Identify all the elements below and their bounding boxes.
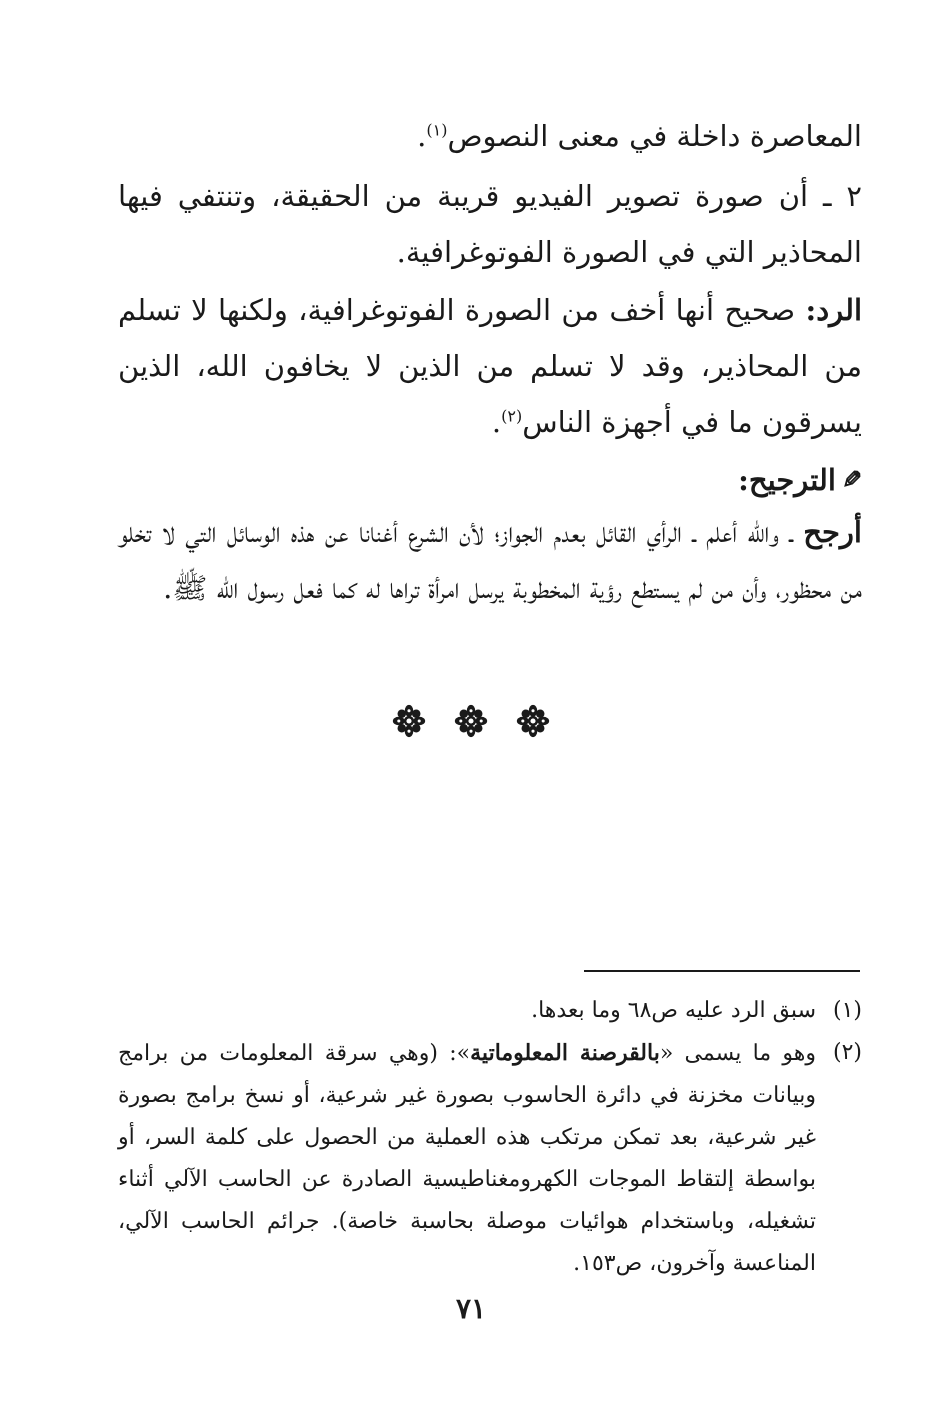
paragraph-tail: . [417,119,427,153]
paragraph-continuation [118,108,862,164]
paragraph-preference [118,504,862,616]
section-divider-ornaments [0,704,942,738]
footnotes [118,990,862,1285]
page-number: ٧١ [455,1292,487,1325]
footnote-text [118,1032,816,1285]
paragraph-text: ـ والله أعلم ـ الرأي القائل بعدم الجواز؛ لأن الشرع أغنانا عن هذه الوسائل التي لا تخلو من محظور، وأن من لم يستطع رؤية المخطوبة يرسل امرأة تراها له كما فعل رسول الله ﷺ. [118,515,862,605]
pen-icon: ✎ [841,465,862,494]
section-heading [118,452,862,508]
star-flower-ornament-icon [516,704,550,738]
paragraph-tail: . [491,405,502,439]
footnote-number: (٢) [832,1040,862,1065]
preference-label: أرجح [803,515,862,549]
star-flower-ornament-icon [392,704,426,738]
response-label: الرد: [805,293,862,327]
footnote-text: سبق الرد عليه ص٦٨ وما بعدها. [531,998,816,1023]
paragraph-text: ٢ ـ أن صورة تصوير الفيديو قريبة من الحقيقة، وتنتفي فيها المحاذير التي في الصورة الفوتوغرافية. [118,179,862,269]
footnote-ref-1[interactable]: (١) [426,120,448,140]
paragraph-point-2 [118,168,862,280]
footnote-text-body: »: (وهي سرقة المعلومات من برامج وبيانات مخزنة في دائرة الحاسوب بصورة غير شرعية، أو نسخ برامج بصورة غير شرعية، بعد تمكن مرتكب هذه العملية من الحصول على كلمة السر، أو بواسطة إلتقاط الموجات الكهرومغناطيسية الصادرة عن الحاسب الآلي أثناء تشغيله، وباستخدام هوائيات موصلة بحاسبة خاصة). جرائم الحاسب الآلي، المناعسة وآخرون، ص١٥٣. [118,1041,816,1276]
paragraph-response [118,282,862,450]
section-heading-text: الترجيح: [738,463,836,497]
footnote-term: بالقرصنة المعلوماتية [470,1040,660,1066]
star-flower-ornament-icon [454,704,488,738]
footnote-number: (١) [832,998,862,1023]
footnote-separator [584,970,860,972]
footnote-2 [118,1032,862,1285]
paragraph-text: المعاصرة داخلة في معنى النصوص [447,119,862,153]
footnote-1 [118,990,862,1032]
footnote-text-pre: وهو ما يسمى « [659,1041,816,1066]
paragraph-text: صحيح أنها أخف من الصورة الفوتوغرافية، ولكنها لا تسلم من المحاذير، وقد لا تسلم من الذين لا يخافون الله، الذين يسرقون ما في أجهزة الناس [118,293,862,439]
footnote-ref-2[interactable]: (٢) [501,406,523,426]
